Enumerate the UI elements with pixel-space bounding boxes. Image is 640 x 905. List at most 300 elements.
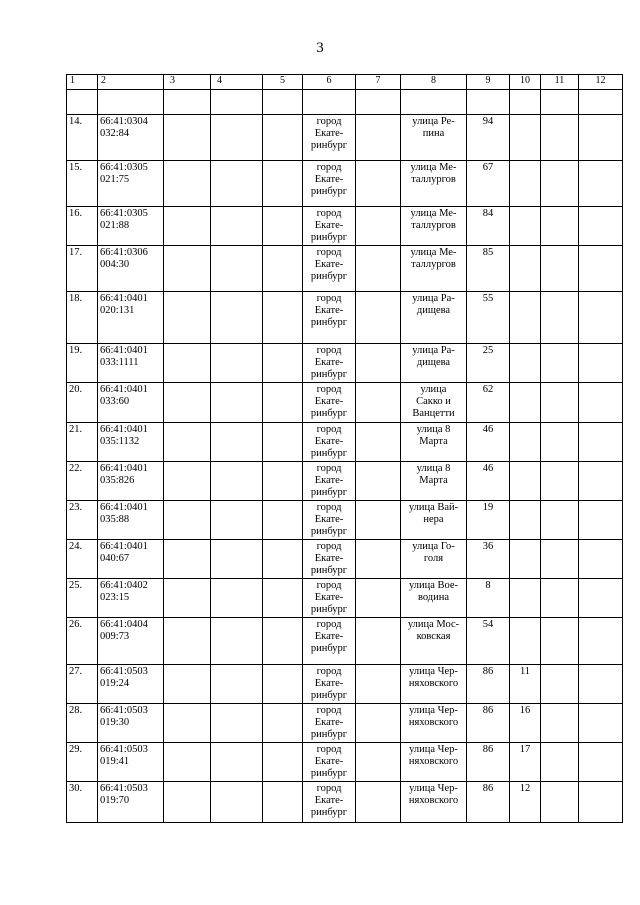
empty-cell [211,383,263,423]
locality-cell-line: город [316,619,342,630]
row-number-cell [67,665,98,704]
street-cell [401,161,467,207]
row-number-cell [67,704,98,743]
street-cell-line: таллургов [411,220,456,231]
empty-cell [164,462,211,501]
empty-cell [356,115,401,161]
cadastral-number-cell-line: 66:41:0401 [100,345,148,356]
street-cell-line: ковская [416,631,451,642]
row-number-cell [67,161,98,207]
cadastral-number-cell-line: 033:1111 [100,357,139,368]
cadastral-number-cell-line: 004:30 [100,259,130,270]
street-cell [401,579,467,618]
column-header: 8 [401,75,467,90]
column-header: 11 [541,75,579,90]
street-cell-line: улица Чер- [409,666,458,677]
empty-cell [164,743,211,782]
locality-cell-line: город [316,293,342,304]
cadastral-number-cell-line: 019:24 [100,678,130,689]
street-cell [401,618,467,665]
column-header: 9 [467,75,510,90]
empty-cell [263,579,303,618]
empty-cell [541,782,579,823]
empty-cell [356,665,401,704]
table-row [67,618,623,665]
cadastral-number-cell-line: 66:41:0401 [100,502,148,513]
empty-cell [164,782,211,823]
street-cell-line: няховского [408,795,459,806]
house-number-cell-line: 8 [485,580,491,591]
empty-cell [579,665,623,704]
empty-cell [263,246,303,292]
house-number-cell-line: 84 [482,208,494,219]
empty-cell [211,782,263,823]
empty-cell [541,462,579,501]
empty-cell [579,782,623,823]
locality-cell [303,665,356,704]
empty-cell [211,501,263,540]
row-number-cell [67,618,98,665]
locality-cell-line: город [316,247,342,258]
house-number-cell [467,782,510,823]
row-number-cell-line: 23. [69,502,83,513]
street-cell-line: таллургов [411,259,456,270]
empty-cell [263,501,303,540]
empty-cell [263,540,303,579]
cadastral-number-cell [98,292,164,344]
house-number-cell-line: 86 [482,666,494,677]
apartment-number-cell-line: 17 [519,744,531,755]
empty-cell [211,665,263,704]
street-cell-line: улица Ра- [412,345,455,356]
row-number-cell-line: 16. [69,208,83,219]
cadastral-number-cell [98,743,164,782]
empty-cell [541,115,579,161]
locality-cell-line: Екате- [314,592,344,603]
empty-cell [211,579,263,618]
empty-cell [164,579,211,618]
row-number-cell-line: 18. [69,293,83,304]
house-number-cell [467,618,510,665]
empty-cell [211,704,263,743]
house-number-cell-line: 94 [482,116,494,127]
empty-cell [356,292,401,344]
row-number-cell [67,423,98,462]
street-cell-line: Марта [419,436,448,447]
empty-cell [164,161,211,207]
column-header: 12 [579,75,623,90]
house-number-cell [467,540,510,579]
street-cell-line: Ванцетти [412,408,455,419]
empty-cell [541,501,579,540]
apartment-number-cell-line: 12 [519,783,531,794]
empty-cell [263,423,303,462]
locality-cell-line: Екате- [314,259,344,270]
apartment-number-cell [510,540,541,579]
house-number-cell [467,246,510,292]
locality-cell-line: ринбург [310,807,348,818]
empty-cell [356,743,401,782]
locality-cell-line: Екате- [314,717,344,728]
row-number-cell [67,782,98,823]
empty-cell [579,743,623,782]
locality-cell [303,579,356,618]
locality-cell-line: ринбург [310,232,348,243]
locality-cell-line: ринбург [310,487,348,498]
cadastral-number-cell-line: 040:67 [100,553,130,564]
cadastral-number-cell [98,344,164,383]
street-cell-line: улица Ме- [410,162,457,173]
locality-cell [303,207,356,246]
row-number-cell [67,383,98,423]
cadastral-number-cell-line: 019:41 [100,756,130,767]
cadastral-number-cell [98,207,164,246]
house-number-cell [467,462,510,501]
empty-cell [164,423,211,462]
empty-cell [541,618,579,665]
locality-cell-line: город [316,783,342,794]
empty-cell [211,246,263,292]
empty-cell [263,344,303,383]
house-number-cell-line: 86 [482,783,494,794]
locality-cell-line: Екате- [314,631,344,642]
street-cell [401,665,467,704]
cadastral-number-cell-line: 66:41:0401 [100,424,148,435]
empty-cell [541,161,579,207]
empty-cell [541,292,579,344]
locality-cell [303,704,356,743]
empty-cell [579,207,623,246]
locality-cell-line: ринбург [310,565,348,576]
apartment-number-cell [510,501,541,540]
row-number-cell [67,743,98,782]
cadastral-number-cell-line: 019:70 [100,795,130,806]
locality-cell-line: город [316,116,342,127]
empty-cell [356,618,401,665]
table-row [67,207,623,246]
empty-cell [164,618,211,665]
apartment-number-cell [510,704,541,743]
street-cell [401,115,467,161]
cadastral-number-cell [98,423,164,462]
empty-cell [356,423,401,462]
empty-cell [211,344,263,383]
empty-cell [356,344,401,383]
row-number-cell-line: 30. [69,783,83,794]
locality-cell-line: ринбург [310,604,348,615]
cadastral-number-cell-line: 66:41:0401 [100,463,148,474]
street-cell-line: Сакко и [416,396,451,407]
empty-cell [579,618,623,665]
row-number-cell [67,579,98,618]
locality-cell-line: город [316,666,342,677]
empty-cell [211,115,263,161]
street-cell-line: таллургов [411,174,456,185]
apartment-number-cell-line: 11 [519,666,531,677]
row-number-cell-line: 27. [69,666,83,677]
empty-cell [541,665,579,704]
row-number-cell-line: 20. [69,384,83,395]
house-number-cell [467,161,510,207]
table-row [67,782,623,823]
empty-cell [211,207,263,246]
locality-cell-line: ринбург [310,690,348,701]
empty-cell [579,161,623,207]
empty-cell [541,704,579,743]
locality-cell-line: ринбург [310,271,348,282]
cadastral-number-cell-line: 66:41:0503 [100,666,148,677]
row-number-cell [67,246,98,292]
street-cell-line: дищева [416,305,451,316]
locality-cell-line: Екате- [314,514,344,525]
street-cell-line: няховского [408,678,459,689]
apartment-number-cell [510,579,541,618]
cadastral-number-cell-line: 009:73 [100,631,130,642]
house-number-cell [467,579,510,618]
locality-cell [303,618,356,665]
house-number-cell [467,704,510,743]
apartment-number-cell [510,246,541,292]
table-row [67,579,623,618]
empty-cell [211,618,263,665]
table-row [67,462,623,501]
row-number-cell-line: 29. [69,744,83,755]
apartment-number-cell [510,383,541,423]
cadastral-number-cell-line: 66:41:0401 [100,293,148,304]
cadastral-number-cell-line: 035:826 [100,475,135,486]
empty-cell [263,618,303,665]
empty-cell [356,246,401,292]
street-cell-line: улица [420,384,447,395]
locality-cell-line: Екате- [314,220,344,231]
house-number-cell-line: 85 [482,247,494,258]
empty-cell [164,665,211,704]
column-header: 4 [211,75,263,90]
cadastral-number-cell-line: 019:30 [100,717,130,728]
empty-cell [211,423,263,462]
house-number-cell [467,292,510,344]
row-number-cell-line: 22. [69,463,83,474]
cadastral-number-cell-line: 66:41:0305 [100,162,148,173]
street-cell [401,782,467,823]
cadastral-number-cell-line: 66:41:0305 [100,208,148,219]
cadastral-number-cell [98,115,164,161]
locality-cell-line: город [316,541,342,552]
street-cell-line: пина [422,128,445,139]
empty-cell [579,246,623,292]
empty-cell [164,115,211,161]
empty-cell [211,161,263,207]
cadastral-number-cell [98,383,164,423]
locality-cell-line: Екате- [314,795,344,806]
street-cell [401,344,467,383]
locality-cell [303,292,356,344]
empty-cell [356,704,401,743]
cadastral-number-cell [98,462,164,501]
locality-cell [303,383,356,423]
locality-cell-line: ринбург [310,140,348,151]
cadastral-number-cell-line: 021:75 [100,174,130,185]
street-cell [401,292,467,344]
street-cell [401,462,467,501]
locality-cell-line: Екате- [314,756,344,767]
house-number-cell-line: 54 [482,619,494,630]
table-row [67,743,623,782]
empty-cell [541,540,579,579]
table-row [67,501,623,540]
empty-cell [356,462,401,501]
row-number-cell [67,462,98,501]
cadastral-number-cell [98,161,164,207]
empty-cell [541,246,579,292]
cadastral-number-cell-line: 020:131 [100,305,135,316]
house-number-cell-line: 86 [482,705,494,716]
locality-cell-line: город [316,463,342,474]
empty-cell [263,462,303,501]
locality-cell-line: ринбург [310,317,348,328]
empty-cell [579,501,623,540]
apartment-number-cell [510,344,541,383]
apartment-number-cell [510,423,541,462]
locality-cell-line: Екате- [314,174,344,185]
empty-cell [164,207,211,246]
street-cell-line: улица 8 [416,424,451,435]
table-row [67,540,623,579]
empty-cell [263,207,303,246]
apartment-number-cell [510,292,541,344]
apartment-number-cell [510,462,541,501]
cadastral-number-cell [98,618,164,665]
apartment-number-cell [510,207,541,246]
street-cell [401,423,467,462]
apartment-number-cell [510,743,541,782]
locality-cell-line: ринбург [310,526,348,537]
cadastral-number-cell [98,665,164,704]
street-cell-line: улица Чер- [409,783,458,794]
apartment-number-cell [510,782,541,823]
table-row [67,115,623,161]
empty-cell [356,579,401,618]
empty-cell [579,423,623,462]
house-number-cell-line: 19 [482,502,494,513]
house-number-cell-line: 46 [482,424,494,435]
column-header: 10 [510,75,541,90]
locality-cell-line: ринбург [310,408,348,419]
row-number-cell [67,292,98,344]
locality-cell [303,246,356,292]
locality-cell-line: Екате- [314,305,344,316]
street-cell-line: улица Вое- [408,580,459,591]
empty-cell [579,462,623,501]
apartment-number-cell [510,161,541,207]
cadastral-number-cell-line: 66:41:0402 [100,580,148,591]
column-header: 2 [98,75,164,90]
locality-cell-line: Екате- [314,475,344,486]
apartment-number-cell [510,115,541,161]
cadastral-number-cell-line: 66:41:0306 [100,247,148,258]
street-cell-line: улица Ра- [412,293,455,304]
street-cell-line: няховского [408,756,459,767]
empty-cell [579,540,623,579]
house-number-cell [467,207,510,246]
cadastral-number-cell [98,782,164,823]
street-cell-line: голя [423,553,444,564]
page-number: 3 [316,40,324,56]
locality-cell-line: город [316,580,342,591]
empty-cell [541,579,579,618]
row-number-cell-line: 19. [69,345,83,356]
empty-cell [579,704,623,743]
empty-cell [356,383,401,423]
row-number-cell [67,501,98,540]
house-number-cell [467,743,510,782]
street-cell-line: нера [423,514,444,525]
empty-cell [541,743,579,782]
empty-cell [356,501,401,540]
empty-cell [164,383,211,423]
locality-cell-line: город [316,502,342,513]
row-number-cell [67,344,98,383]
empty-cell [211,540,263,579]
row-number-cell-line: 17. [69,247,83,258]
locality-cell [303,115,356,161]
house-number-cell [467,344,510,383]
row-number-cell-line: 28. [69,705,83,716]
street-cell-line: улица Ме- [410,208,457,219]
cadastral-number-cell-line: 66:41:0404 [100,619,148,630]
street-cell [401,207,467,246]
cadastral-number-cell-line: 66:41:0503 [100,705,148,716]
cadastral-number-cell-line: 023:15 [100,592,130,603]
empty-cell [211,743,263,782]
table-row [67,423,623,462]
table-row [67,344,623,383]
locality-cell [303,161,356,207]
empty-cell [263,743,303,782]
empty-cell [263,161,303,207]
locality-cell-line: ринбург [310,643,348,654]
row-number-cell-line: 14. [69,116,83,127]
house-number-cell-line: 36 [482,541,494,552]
row-number-cell-line: 21. [69,424,83,435]
street-cell-line: улица Чер- [409,705,458,716]
empty-cell [164,344,211,383]
house-number-cell [467,423,510,462]
locality-cell [303,462,356,501]
row-number-cell-line: 15. [69,162,83,173]
locality-cell [303,344,356,383]
locality-cell-line: Екате- [314,553,344,564]
house-number-cell-line: 67 [482,162,494,173]
row-number-cell [67,207,98,246]
cadastral-number-cell [98,579,164,618]
empty-cell [356,207,401,246]
street-cell [401,704,467,743]
empty-cell [541,423,579,462]
house-number-cell [467,115,510,161]
street-cell-line: улица 8 [416,463,451,474]
empty-cell [164,292,211,344]
locality-cell [303,743,356,782]
locality-cell-line: город [316,208,342,219]
locality-cell-line: город [316,744,342,755]
empty-cell [541,344,579,383]
street-cell [401,246,467,292]
empty-cell [579,344,623,383]
street-cell-line: улица Вай- [408,502,459,513]
empty-cell [263,665,303,704]
empty-cell [356,161,401,207]
